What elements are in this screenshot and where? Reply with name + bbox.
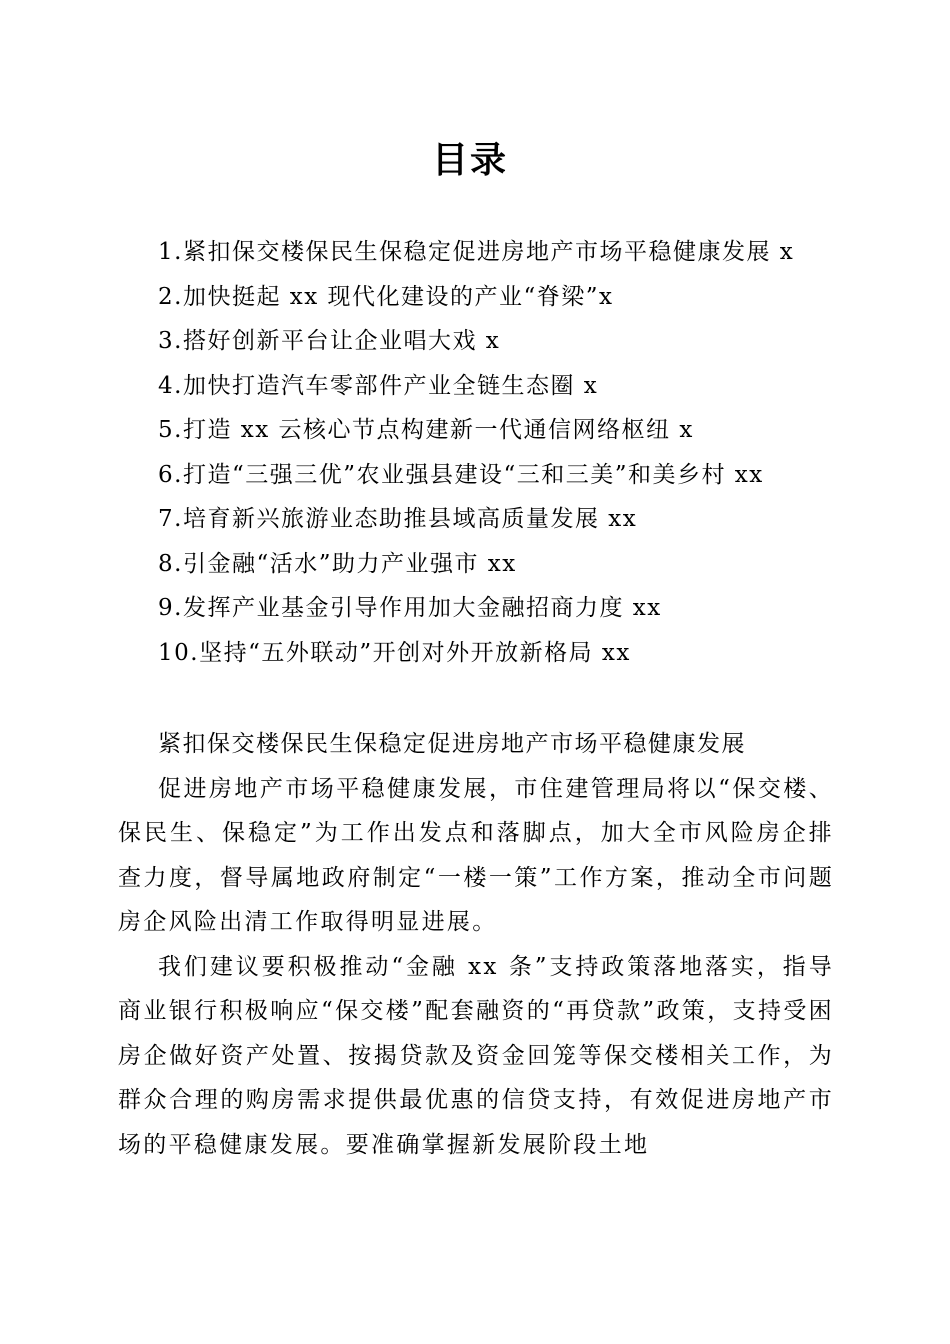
section-heading: 紧扣保交楼保民生保稳定促进房地产市场平稳健康发展 [158,731,746,757]
body-text [118,722,834,1167]
paragraph: 我们建议要积极推动“金融 xx 条”支持政策落地落实，指导商业银行积极响应“保交楼”配套融资的“再贷款”政策，支持受困房企做好资产处置、按揭贷款及资金回笼等保交楼相关工作，为群众合理的购房需求提供最优惠的信贷支持，有效促进房地产市场的平稳健康发展。要准确掌握新发展阶段土地 [118,953,834,1158]
toc-item: 2.加快挺起 xx 现代化建设的产业“脊梁”x [158,283,614,310]
toc-item: 8.引金融“活水”助力产业强市 xx [158,550,517,577]
toc-item: 4.加快打造汽车零部件产业全链生态圈 x [158,372,599,399]
toc-item: 10.坚持“五外联动”开创对外开放新格局 xx [158,639,631,666]
toc-item: 7.培育新兴旅游业态助推县域高质量发展 xx [158,506,638,532]
toc-item: 1.紧扣保交楼保民生保稳定促进房地产市场平稳健康发展 x [158,239,795,265]
toc-item: 6.打造“三强三优”农业强县建设“三和三美”和美乡村 xx [158,461,764,488]
toc-item: 9.发挥产业基金引导作用加大金融招商力度 xx [158,595,662,621]
toc-item: 5.打造 xx 云核心节点构建新一代通信网络枢纽 x [158,417,694,443]
toc-item: 3.搭好创新平台让企业唱大戏 x [158,328,501,354]
table-of-contents [118,230,834,675]
paragraph: 促进房地产市场平稳健康发展，市住建管理局将以“保交楼、保民生、保稳定”为工作出发点和落脚点，加大全市风险房企排查力度，督导属地政府制定“一楼一策”工作方案，推动全市问题房企风险出清工作取得明显进展。 [118,775,834,935]
page-title: 目录 [431,139,508,181]
